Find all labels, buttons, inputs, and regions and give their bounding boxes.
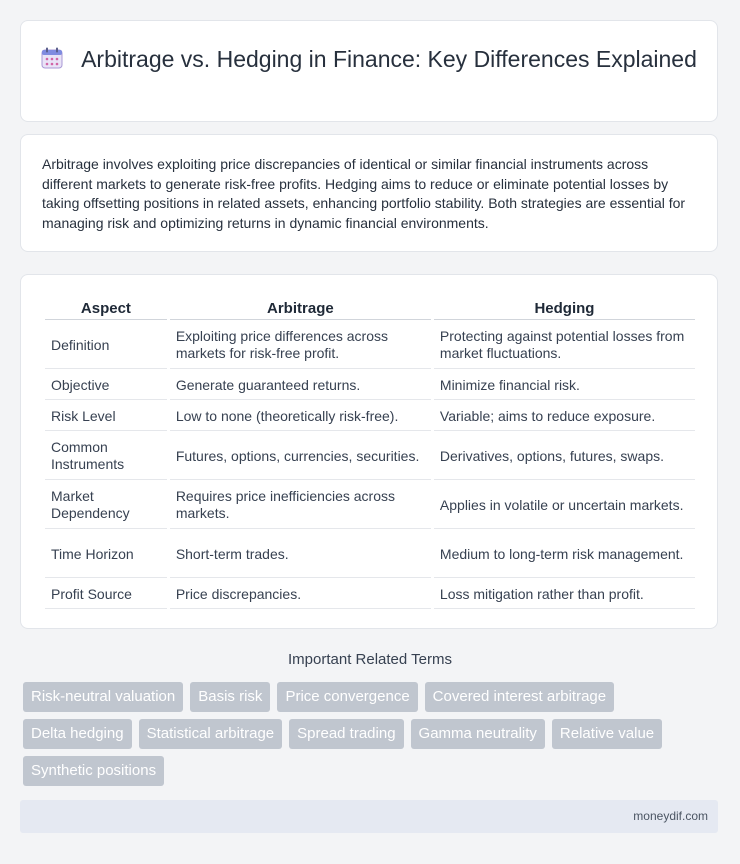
related-term-tag[interactable]: Synthetic positions <box>23 756 164 786</box>
row-arbitrage-cell: Exploiting price differences across markets for risk-free profit. <box>170 320 431 369</box>
related-term-tag[interactable]: Basis risk <box>190 682 270 712</box>
row-hedging-cell: Applies in volatile or uncertain markets. <box>434 480 695 529</box>
related-terms-heading: Important Related Terms <box>288 651 452 668</box>
row-arbitrage-cell: Short-term trades. <box>170 529 431 578</box>
row-arbitrage-cell: Futures, options, currencies, securities. <box>170 431 431 480</box>
row-hedging-cell: Derivatives, options, futures, swaps. <box>434 431 695 480</box>
table-row <box>45 431 695 480</box>
row-hedging-cell: Protecting against potential losses from market fluctuations. <box>434 320 695 369</box>
row-aspect-cell: Definition <box>45 320 167 369</box>
column-header-hedging: Hedging <box>434 297 695 320</box>
related-term-tag[interactable]: Covered interest arbitrage <box>425 682 614 712</box>
related-term-tag[interactable]: Gamma neutrality <box>411 719 545 749</box>
related-term-tag[interactable]: Spread trading <box>289 719 403 749</box>
row-aspect-cell: Risk Level <box>45 400 167 431</box>
related-term-tag[interactable]: Statistical arbitrage <box>139 719 283 749</box>
footer-bar <box>20 800 718 833</box>
table-row <box>45 480 695 529</box>
footer-site-link[interactable]: moneydif.com <box>633 809 708 823</box>
row-arbitrage-cell: Requires price inefficiencies across markets. <box>170 480 431 529</box>
row-hedging-cell: Variable; aims to reduce exposure. <box>434 400 695 431</box>
row-aspect-cell: Market Dependency <box>45 480 167 529</box>
page-title-wrap <box>21 45 717 74</box>
table-row <box>45 578 695 609</box>
table-header-row <box>45 297 695 320</box>
related-terms-list <box>23 682 723 786</box>
table-row <box>45 529 695 578</box>
related-term-tag[interactable]: Delta hedging <box>23 719 132 749</box>
row-hedging-cell: Medium to long-term risk management. <box>434 529 695 578</box>
row-arbitrage-cell: Price discrepancies. <box>170 578 431 609</box>
row-aspect-cell: Time Horizon <box>45 529 167 578</box>
row-arbitrage-cell: Generate guaranteed returns. <box>170 369 431 400</box>
comparison-table <box>42 297 698 609</box>
table-row <box>45 369 695 400</box>
comparison-table-card <box>20 274 718 629</box>
title-card <box>20 20 718 122</box>
related-term-tag[interactable]: Price convergence <box>277 682 417 712</box>
row-arbitrage-cell: Low to none (theoretically risk-free). <box>170 400 431 431</box>
row-aspect-cell: Common Instruments <box>45 431 167 480</box>
table-row <box>45 400 695 431</box>
related-term-tag[interactable]: Relative value <box>552 719 662 749</box>
intro-card <box>20 134 718 252</box>
row-aspect-cell: Objective <box>45 369 167 400</box>
calendar-icon <box>41 47 63 69</box>
column-header-aspect: Aspect <box>45 297 167 320</box>
row-hedging-cell: Minimize financial risk. <box>434 369 695 400</box>
row-hedging-cell: Loss mitigation rather than profit. <box>434 578 695 609</box>
page-title: Arbitrage vs. Hedging in Finance: Key Differences Explained <box>81 46 697 72</box>
row-aspect-cell: Profit Source <box>45 578 167 609</box>
table-row <box>45 320 695 369</box>
column-header-arbitrage: Arbitrage <box>170 297 431 320</box>
intro-paragraph: Arbitrage involves exploiting price discrepancies of identical or similar financial instruments across different markets to generate risk-free profits. Hedging aims to reduce or eliminate potential losses by taking offsetting positions in related assets, enhancing portfolio stability. Both strategies are essential for managing risk and optimizing returns in dynamic financial environments. <box>42 156 686 231</box>
related-term-tag[interactable]: Risk-neutral valuation <box>23 682 183 712</box>
